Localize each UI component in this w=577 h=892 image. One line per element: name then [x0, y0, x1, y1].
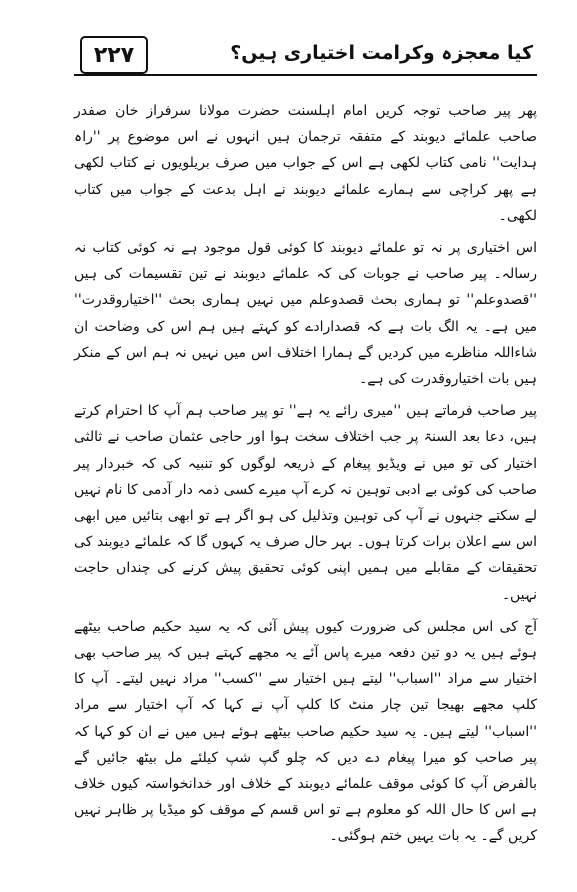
paragraph: پیر صاحب فرماتے ہیں ''میری رائے یہ ہے'' تو پیر صاحب ہم آپ کا احترام کرتے ہیں، دعا بعد السنۃ پر جب اختلاف سخت ہوا اور حاجی عثمان صاحب نے ثالثی اختیار کی تو میں نے ویڈیو پیغام کے ذریعہ لوگوں کو تنبیہ کی کہ خبردار پیر صاحب کی کوئی بے ادبی توہین نہ کرے آپ میرے کسی ذمہ دار آدمی کا نام نہیں لے سکتے جنہوں نے آپ کی توہین وتذلیل کی ہو اگر ہے تو ابھی بتائیں میں ابھی اس سے اعلان برات کرتا ہوں۔ بہر حال صرف یہ کہوں گا کہ علمائے دیوبند کی تحقیقات کے مقابلے میں ہمیں اپنی کوئی تحقیق پیش کرنے کی چنداں حاجت نہیں۔	[74, 403, 537, 603]
paragraph: اس اختیاری پر نہ تو علمائے دیوبند کا کوئی قول موجود ہے نہ کوئی کتاب نہ رسالہ۔ پیر صاحب نے جوبات کی کہ علمائے دیوبند نے تین تقسیمات کی ہیں ''قصدوعلم'' تو ہماری بحث قصدوعلم میں نہیں ہماری بحث ''اختیاروقدرت'' میں ہے۔ یہ الگ بات ہے کہ قصدارادے کو کہتے ہیں ہم اس کی وضاحت ان شاءاللہ مناظرے میں کردیں گے ہمارا اختلاف اس میں نہیں نہ ہم اس کے منکر ہیں بات اختیاروقدرت کی ہے۔	[74, 240, 537, 388]
page-number: ۲۲۷	[80, 36, 148, 74]
header-rule	[74, 74, 537, 76]
paragraph: آج کی اس مجلس کی ضرورت کیوں پیش آئی کہ یہ سید حکیم صاحب بیٹھے ہوئے ہیں یہ دو تین دفعہ میرے پاس آئے یہ مجھے کہتے ہیں کہ پیر صاحب بھی اختیار سے مراد ''اسباب'' لیتے ہیں اختیار سے ''کسب'' مراد نہیں لیتے۔ آپ کا کلپ مجھے بھیجا تین چار منٹ کا کلپ آپ نے کہا کہ آپ اختیار سے مراد ''اسباب'' لیتے ہیں۔ یہ سید حکیم صاحب بیٹھے ہوئے ہیں میں نے ان کو کہا کہ پیر صاحب کو میرا پیغام دے دیں کہ چلو گپ شپ کیلئے مل بیٹھ جائیں گے بالفرض آپ کا کوئی موقف علمائے دیوبند کے خلاف اور خدانخواستہ کیوں خلاف ہے اس کا حال اللہ کو معلوم ہے تو اس قسم کے موقف کو میڈیا پر ظاہر نہیں کریں گے۔ یہ بات یہیں ختم ہوگئی۔	[74, 618, 537, 845]
page-body	[74, 98, 537, 850]
running-title: کیا معجزہ وکرامت اختیاری ہیں؟	[230, 42, 533, 64]
paragraph: پھر پیر صاحب توجہ کریں امام اہلسنت حضرت مولانا سرفراز خان صفدر صاحب علمائے دیوبند کے متفقہ ترجمان ہیں انہوں نے اس موضوع پر ''راہ ہدایت'' نامی کتاب لکھی ہے اس کے جواب میں صرف بریلویوں نے کتاب لکھی ہے پھر کراچی سے ہمارے علمائے دیوبند نے اہل بدعت کے جواب میں کتاب لکھی۔	[74, 103, 537, 224]
page-header	[74, 34, 537, 82]
